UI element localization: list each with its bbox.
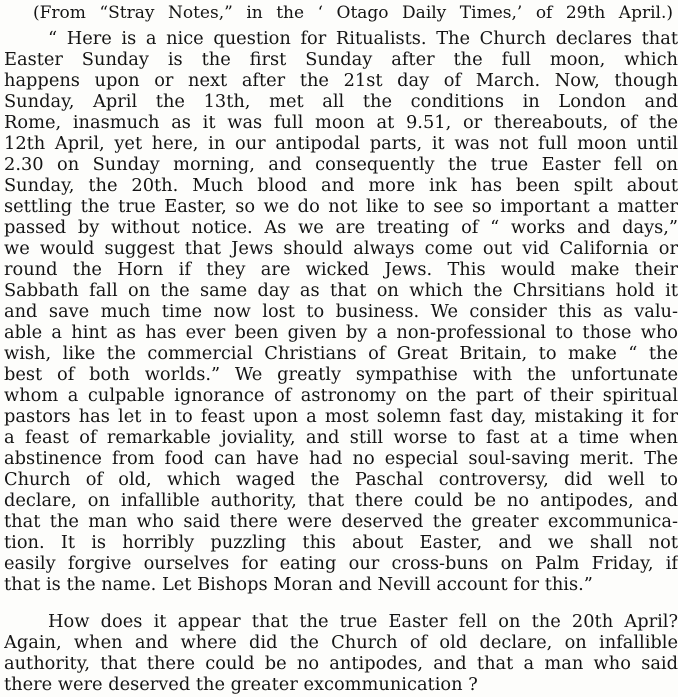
source-line: (From “Stray Notes,” in the ‘ Otago Daily Times,’ of 29th April.) [33,3,673,23]
quote-line: round the Horn if they are wicked Jews. This would make their [4,259,678,280]
quote-line: that the man who said there were deserved the greater excommunica- [4,511,678,532]
quote-line: Sunday, the 20th. Much blood and more ink has been spilt about [4,175,678,196]
quote-line: happens upon or next after the 21st day of March. Now, though [4,70,678,91]
quote-line: and save much time now lost to business. We consider this as valu- [4,301,678,322]
quote-line: able a hint as has ever been given by a non-professional to those who [4,322,678,343]
quote-line: best of both worlds.” We greatly sympathise with the unfortunate [4,364,678,385]
quote-line: whom a culpable ignorance of astronomy on the part of their spiritual [4,385,678,406]
comment-line: Again, when and where did the Church of old declare, on infallible [4,632,678,653]
quote-line: 2.30 on Sunday morning, and consequently the true Easter fell on [4,154,678,175]
quote-line: we would suggest that Jews should always come out vid California or [4,238,678,259]
quote-line: abstinence from food can have had no especial soul-saving merit. The [4,448,678,469]
comment-line: How does it appear that the true Easter fell on the 20th April? [48,611,678,632]
quote-line: Church of old, which waged the Paschal controversy, did well to [4,469,678,490]
quote-line: Sunday, April the 13th, met all the conditions in London and [4,91,678,112]
comment-line: there were deserved the greater excommunication ? [4,674,478,695]
quote-line: settling the true Easter, so we do not like to see so important a matter [4,196,678,217]
quote-line: wish, like the commercial Christians of Great Britain, to make “ the [4,343,678,364]
quote-line: a feast of remarkable joviality, and still worse to fast at a time when [4,427,678,448]
comment-line: authority, that there could be no antipodes, and that a man who said [4,653,678,674]
quote-line: easily forgive ourselves for eating our cross-buns on Palm Friday, if [4,553,678,574]
quote-line: declare, on infallible authority, that there could be no antipodes, and [4,490,678,511]
quote-line: Easter Sunday is the first Sunday after the full moon, which [4,49,678,70]
quote-line: 12th April, yet here, in our antipodal parts, it was not full moon until [4,133,678,154]
quote-line: Rome, inasmuch as it was full moon at 9.51, or thereabouts, of the [4,112,678,133]
quote-line: that is the name. Let Bishops Moran and Nevill account for this.” [4,574,593,595]
quote-line: pastors has let in to feast upon a most solemn fast day, mistaking it for [4,406,678,427]
quote-line: “ Here is a nice question for Ritualists. The Church declares that [48,28,678,49]
quote-line: tion. It is horribly puzzling this about Easter, and we shall not [4,532,678,553]
quote-line: passed by without notice. As we are treating of “ works and days,” [4,217,678,238]
quote-line: Sabbath fall on the same day as that on which the Chrsitians hold it [4,280,678,301]
